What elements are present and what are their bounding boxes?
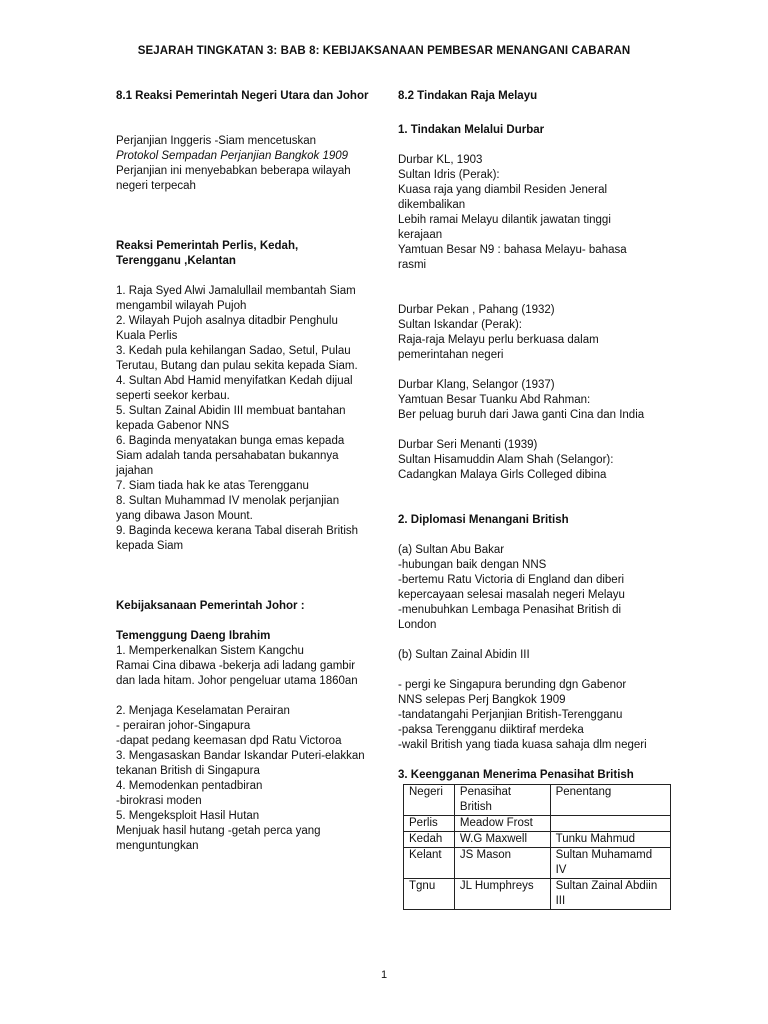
reaksi-list: [116, 284, 378, 554]
durbar-block-1: [398, 153, 680, 273]
section-8-1-heading: 8.1 Reaksi Pemerintah Negeri Utara dan Johor: [116, 90, 369, 102]
durbar-line: Durbar KL, 1903: [398, 154, 483, 166]
diplomasi-a: [398, 543, 680, 633]
diplomasi-b-heading: (b) Sultan Zainal Abidin III: [398, 649, 530, 661]
durbar-line: Durbar Seri Menanti (1939): [398, 439, 538, 451]
diplomasi-line: -paksa Terengganu diiktiraf merdeka: [398, 724, 584, 736]
durbar-line: kerajaan: [398, 229, 443, 241]
johor-line: Ramai Cina dibawa -bekerja adi ladang gambir: [116, 660, 356, 672]
diplomasi-line: -hubungan baik dengan NNS: [398, 559, 547, 571]
page-number: 1: [380, 969, 388, 981]
johor-line: -dapat pedang keemasan dpd Ratu Victoroa: [116, 735, 342, 747]
table-header-cell: Penasihat British: [454, 785, 550, 816]
johor-line: Menjuak hasil hutang -getah perca yang: [116, 825, 321, 837]
durbar-line: Ber peluag buruh dari Jawa ganti Cina dan India: [398, 409, 645, 421]
diplomasi-line: - pergi ke Singapura berunding dgn Gabenor: [398, 679, 627, 691]
table-cell: JL Humphreys: [454, 879, 550, 910]
johor-line: dan lada hitam. Johor pengeluar utama 1860an: [116, 675, 358, 687]
table-cell: [550, 816, 670, 832]
section-8-2-heading: 8.2 Tindakan Raja Melayu: [398, 90, 538, 102]
durbar-line: Raja-raja Melayu perlu berkuasa dalam: [398, 334, 599, 346]
diplomasi-line: -menubuhkan Lembaga Penasihat British di: [398, 604, 622, 616]
reaksi-line: 4. Sultan Abd Hamid menyifatkan Kedah dijual: [116, 375, 353, 387]
durbar-line: Sultan Hisamuddin Alam Shah (Selangor):: [398, 454, 614, 466]
diplomasi-line: (a) Sultan Abu Bakar: [398, 544, 505, 556]
reaksi-heading: [116, 239, 378, 269]
penasihat-table: [403, 784, 671, 910]
durbar-line: Sultan Idris (Perak):: [398, 169, 500, 181]
table-row: [404, 816, 671, 832]
diplomasi-line: -bertemu Ratu Victoria di England dan diberi: [398, 574, 625, 586]
table-row: [404, 832, 671, 848]
durbar-block-3: [398, 378, 680, 423]
reaksi-line: 2. Wilayah Pujoh asalnya ditadbir Penghulu: [116, 315, 338, 327]
reaksi-line: seperti seekor kerbau.: [116, 390, 230, 402]
durbar-line: Yamtuan Besar N9 : bahasa Melayu- bahasa: [398, 244, 627, 256]
intro-line: Perjanjian ini menyebabkan beberapa wilayah: [116, 165, 351, 177]
diplomasi-line: -tandatangahi Perjanjian British-Terengganu: [398, 709, 623, 721]
temenggung-heading: Temenggung Daeng Ibrahim: [116, 630, 271, 642]
table-header-cell: Negeri: [404, 785, 455, 816]
durbar-line: Lebih ramai Melayu dilantik jawatan tinggi: [398, 214, 611, 226]
diplomasi-line: NNS selepas Perj Bangkok 1909: [398, 694, 566, 706]
table-row: [404, 848, 671, 879]
diplomasi-line: -wakil British yang tiada kuasa sahaja dlm negeri: [398, 739, 647, 751]
table-header-cell: Penentang: [550, 785, 670, 816]
left-column: [116, 89, 378, 854]
johor-block-1: [116, 644, 378, 689]
diplomasi-line: London: [398, 619, 437, 631]
durbar-line: Kuasa raja yang diambil Residen Jeneral: [398, 184, 608, 196]
table-cell: Perlis: [404, 816, 455, 832]
johor-line: 3. Mengasaskan Bandar Iskandar Puteri-elakkan: [116, 750, 365, 762]
durbar-block-4: [398, 438, 680, 483]
table-cell: Sultan Zainal Abdiin III: [550, 879, 670, 910]
johor-line: 5. Mengeksploit Hasil Hutan: [116, 810, 260, 822]
diplomasi-subheading: 2. Diplomasi Menangani British: [398, 514, 569, 526]
table-cell: Tunku Mahmud: [550, 832, 670, 848]
durbar-subheading: 1. Tindakan Melalui Durbar: [398, 124, 545, 136]
johor-line: 1. Memperkenalkan Sistem Kangchu: [116, 645, 304, 657]
table-cell: Sultan Muhamamd IV: [550, 848, 670, 879]
reaksi-heading-line: Terengganu ,Kelantan: [116, 255, 236, 267]
diplomasi-b: [398, 678, 680, 753]
reaksi-line: 7. Siam tiada hak ke atas Terengganu: [116, 480, 309, 492]
table-cell: Meadow Frost: [454, 816, 550, 832]
intro-line: Protokol Sempadan Perjanjian Bangkok 1909: [116, 150, 349, 162]
table-row: [404, 879, 671, 910]
intro-line: negeri terpecah: [116, 180, 196, 192]
table-cell: Kelant: [404, 848, 455, 879]
durbar-line: Durbar Klang, Selangor (1937): [398, 379, 555, 391]
durbar-block-2: [398, 303, 680, 363]
johor-block-2: [116, 704, 378, 854]
table-header-row: [404, 785, 671, 816]
reaksi-line: Terutau, Butang dan pulau sekita kepada Siam.: [116, 360, 358, 372]
durbar-line: Yamtuan Besar Tuanku Abd Rahman:: [398, 394, 591, 406]
table-cell: JS Mason: [454, 848, 550, 879]
reaksi-line: mengambil wilayah Pujoh: [116, 300, 247, 312]
johor-line: -birokrasi moden: [116, 795, 202, 807]
reaksi-line: 5. Sultan Zainal Abidin III membuat bantahan: [116, 405, 346, 417]
reaksi-line: jajahan: [116, 465, 154, 477]
durbar-line: Durbar Pekan , Pahang (1932): [398, 304, 555, 316]
right-column: [398, 89, 680, 783]
johor-line: - perairan johor-Singapura: [116, 720, 251, 732]
johor-line: 2. Menjaga Keselamatan Perairan: [116, 705, 290, 717]
reaksi-line: 3. Kedah pula kehilangan Sadao, Setul, Pulau: [116, 345, 351, 357]
keengganan-subheading: 3. Keengganan Menerima Penasihat British: [398, 769, 634, 781]
reaksi-line: 1. Raja Syed Alwi Jamalullail membantah Siam: [116, 285, 356, 297]
intro-line: Perjanjian Inggeris -Siam mencetuskan: [116, 135, 317, 147]
document-title: SEJARAH TINGKATAN 3: BAB 8: KEBIJAKSANAAN PEMBESAR MENANGANI CABARAN: [137, 45, 631, 57]
table-cell: Tgnu: [404, 879, 455, 910]
durbar-line: Cadangkan Malaya Girls Colleged dibina: [398, 469, 607, 481]
reaksi-line: 6. Baginda menyatakan bunga emas kepada: [116, 435, 345, 447]
johor-heading: Kebijaksanaan Pemerintah Johor :: [116, 600, 305, 612]
durbar-line: Sultan Iskandar (Perak):: [398, 319, 523, 331]
reaksi-line: 9. Baginda kecewa kerana Tabal diserah British: [116, 525, 359, 537]
reaksi-line: Kuala Perlis: [116, 330, 178, 342]
reaksi-line: 8. Sultan Muhammad IV menolak perjanjian: [116, 495, 340, 507]
durbar-line: dikembalikan: [398, 199, 466, 211]
johor-line: menguntungkan: [116, 840, 199, 852]
intro-paragraph: [116, 134, 378, 194]
reaksi-heading-line: Reaksi Pemerintah Perlis, Kedah,: [116, 240, 299, 252]
diplomasi-line: kepercayaan selesai masalah negeri Melayu: [398, 589, 625, 601]
reaksi-line: kepada Siam: [116, 540, 184, 552]
reaksi-line: Siam adalah tanda persahabatan bukannya: [116, 450, 339, 462]
reaksi-line: kepada Gabenor NNS: [116, 420, 230, 432]
table-cell: Kedah: [404, 832, 455, 848]
johor-line: 4. Memodenkan pentadbiran: [116, 780, 263, 792]
johor-line: tekanan British di Singapura: [116, 765, 260, 777]
durbar-line: rasmi: [398, 259, 427, 271]
table-cell: W.G Maxwell: [454, 832, 550, 848]
reaksi-line: yang dibawa Jason Mount.: [116, 510, 253, 522]
durbar-line: pemerintahan negeri: [398, 349, 504, 361]
